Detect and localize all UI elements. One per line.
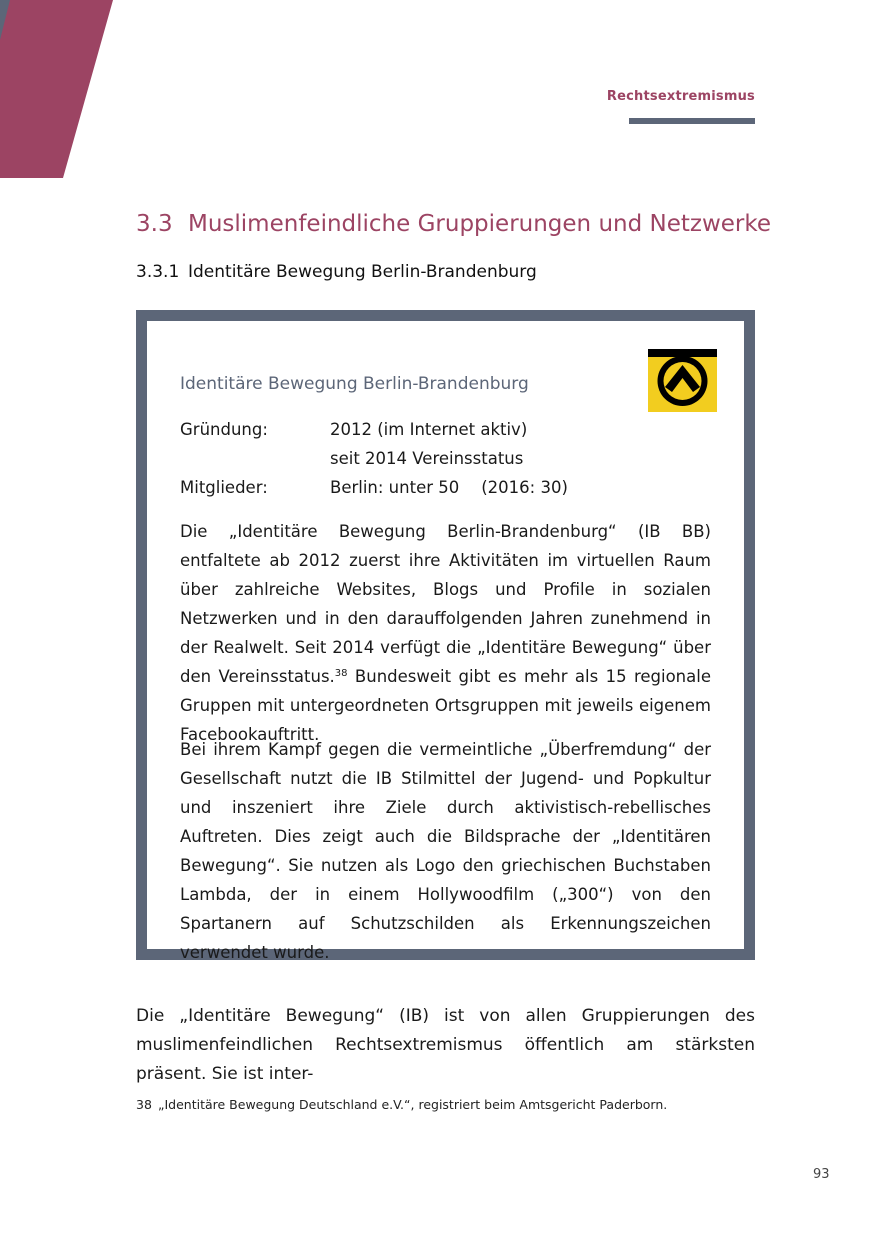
footnote-ref[interactable]: 38: [334, 668, 348, 679]
corner-decoration: [0, 0, 115, 180]
members-prior: (2016: 30): [481, 478, 568, 497]
info-paragraph-1: Die „Identitäre Bewegung Berlin-Brandenburg“ (IB BB) entfaltete ab 2012 zuerst ihre Aktivitäten im virtuellen Raum über zahlreiche Websites, Blogs und Profile in sozialen Netzwerken und in den darauffolgenden Jahren zunehmend in der Realwelt. Seit 2014 verfügt die „Identitäre Bewegung“ über den Vereinsstatus.$^{38}$ Bundesweit gibt es mehr als 15 regionale Gruppen mit untergeordneten Ortsgruppen mit jeweils eigenem Facebookauftritt.: [180, 522, 711, 744]
subsection-heading: [136, 262, 537, 282]
running-header: Rechtsextremismus: [606, 89, 755, 104]
members-value: Berlin: unter 50: [330, 478, 460, 497]
subsection-title: Identitäre Bewegung Berlin-Brandenburg: [188, 262, 537, 282]
footnote: [136, 1097, 667, 1112]
founding-value-1: 2012 (im Internet aktiv): [330, 420, 528, 439]
info-paragraph-2: Bei ihrem Kampf gegen die vermeintliche „Überfremdung“ der Gesellschaft nutzt die IB Stilmittel der Jugend- und Popkultur und inszeniert ihre Ziele durch aktivistisch-rebellisches Auftreten. Dies zeigt auch die Bildsprache der „Identitären Bewegung“. Sie nutzen als Logo den griechischen Buchstaben Lambda, der in einem Hollywoodfilm („300“) von den Spartanern auf Schutzschilden als Erkennungszeichen verwendet wurde.: [180, 740, 711, 962]
footnote-text: „Identitäre Bewegung Deutschland e.V.“, registriert beim Amtsgericht Paderborn.: [158, 1097, 668, 1112]
info-box-title: Identitäre Bewegung Berlin-Brandenburg: [180, 374, 529, 394]
lambda-logo-icon: [648, 349, 717, 412]
subsection-number: 3.3.1: [136, 262, 180, 282]
page-number: 93: [813, 1167, 830, 1182]
section-number: 3.3: [136, 211, 173, 237]
founding-label: Gründung:: [180, 420, 268, 439]
footnote-number: 38: [136, 1097, 152, 1112]
info-box: [136, 310, 755, 960]
body-paragraph: Die „Identitäre Bewegung“ (IB) ist von allen Gruppierungen des muslimenfeindlichen Rechtsextremismus öffentlich am stärksten präsent. Sie ist inter-: [136, 1006, 755, 1084]
header-rule: [629, 118, 755, 124]
founding-value-2: seit 2014 Vereinsstatus: [330, 449, 524, 468]
section-heading: [136, 211, 771, 237]
section-title: Muslimenfeindliche Gruppierungen und Netzwerke: [188, 211, 772, 237]
facts-list: [180, 415, 568, 502]
members-label: Mitglieder:: [180, 478, 268, 497]
